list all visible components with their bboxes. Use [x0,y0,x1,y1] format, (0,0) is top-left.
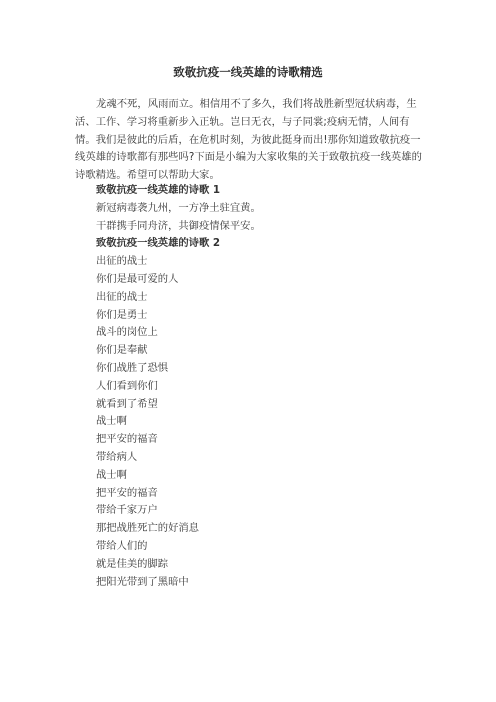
poem-line: 你们战胜了恐惧 [96,361,169,374]
poem-line: 战斗的岗位上 [96,326,158,339]
poem-line: 战士啊 [96,468,127,481]
poem-line: 就看到了希望 [96,397,158,410]
poem-line: 就是佳美的脚踪 [96,557,169,570]
poem-line: 带给病人 [96,450,138,463]
poem-line: 把阳光带到了黑暗中 [96,575,189,588]
poem-line: 你们是最可爱的人 [96,272,179,285]
poem-line: 把平安的福音 [96,433,158,446]
poem-line: 你们是奉献 [96,344,148,357]
poem-line: 干群携手同舟济，共御疫情保平安。 [96,219,261,232]
poem-line: 出征的战士 [96,290,148,303]
poem-lines [96,182,261,591]
poem-line: 人们看到你们 [96,379,158,392]
poem-line: 出征的战士 [96,255,148,268]
poem-line: 带给人们的 [96,539,148,552]
poem-line: 你们是勇士 [96,308,148,321]
poem-2-heading: 致敬抗疫一线英雄的诗歌 2 [96,237,221,250]
poem-line: 新冠病毒袭九州，一方净土驻宜黄。 [96,201,261,214]
poem-line: 战士啊 [96,415,127,428]
poem-line: 那把战胜死亡的好消息 [96,522,199,535]
poem-line: 把平安的福音 [96,486,158,499]
poem-line: 带给千家万户 [96,504,158,517]
intro-paragraph: 龙魂不死，风雨而立。相信用不了多久，我们将战胜新型冠状病毒，生活、工作、学习将重新步入正轨。岂曰无衣，与子同裳;疫病无情，人间有情。我们是彼此的后盾，在危机时刻，为彼此挺身而出!那你知道致敬抗疫一线英雄的诗歌都有那些吗?下面是小编为大家收集的关于致敬抗疫一线英雄的诗歌精选。希望可以帮助大家。 [75,98,422,182]
poem-1-heading: 致敬抗疫一线英雄的诗歌 1 [96,184,221,196]
document-title: 致敬抗疫一线英雄的诗歌精选 [173,65,323,79]
